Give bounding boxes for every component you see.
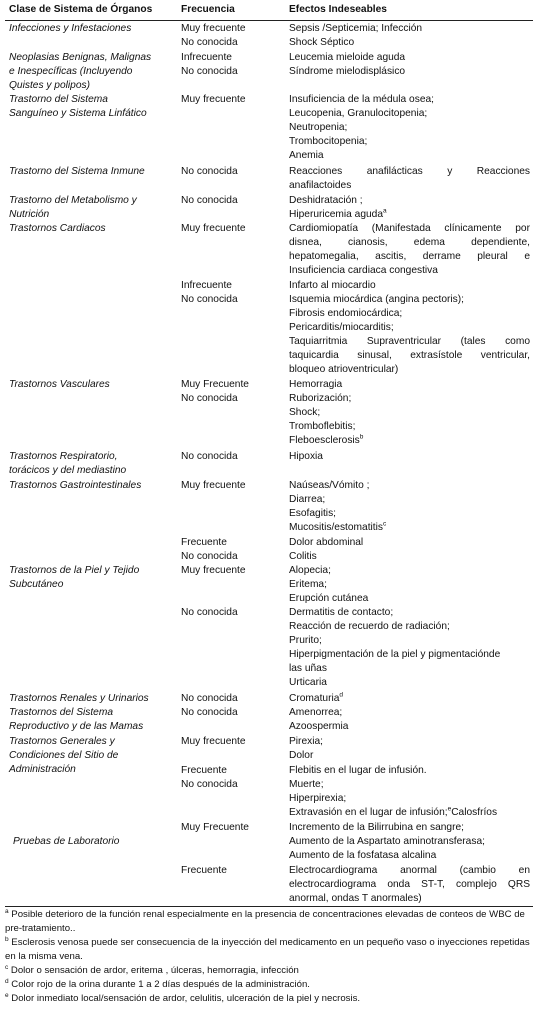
adverse-effect: Trombocitopenia; — [289, 136, 368, 147]
adverse-effect: Insuficiencia de la médula osea; — [289, 94, 434, 105]
adverse-effect: Tromboflebitis; — [289, 421, 356, 432]
adverse-effect: hepatomegalia, ascitis, derrame pleural e — [289, 251, 530, 262]
adverse-effect: Cromaturia$^d$ — [289, 691, 344, 704]
organ-class: Trastornos de la Piel y Tejido — [9, 565, 140, 576]
organ-class: Trastorno del Sistema Inmune — [9, 166, 145, 177]
adverse-effect: Dolor abdominal — [289, 537, 364, 548]
footnote-a: $^a$ Posible deterioro de la función renal especialmente en la presencia de concentraciones elevadas de conteos de WBC de pre-tratamiento.. — [5, 907, 525, 934]
adverse-effect: Flebitis en el lugar de infusión. — [289, 765, 427, 776]
organ-class: Trastorno del Metabolismo y — [9, 195, 137, 206]
frequency: Muy frecuente — [181, 223, 246, 234]
frequency: Muy frecuente — [181, 23, 246, 34]
adverse-effect: anormal, ondas T anormales) — [289, 893, 422, 904]
header-adverse-effects: Efectos Indeseables — [289, 4, 387, 15]
frequency: Muy Frecuente — [181, 822, 249, 833]
adverse-effect: Esofagitis; — [289, 508, 336, 519]
footnote-e: $^e$ Dolor inmediato local/sensación de ardor, celulitis, ulceración de la piel y necrosis. — [5, 991, 361, 1004]
frequency: No conocida — [181, 294, 238, 305]
frequency: Muy frecuente — [181, 94, 246, 105]
frequency: No conocida — [181, 779, 238, 790]
adverse-effect: Cardiomiopatía (Manifestada clínicamente por — [289, 223, 530, 234]
frequency: No conocida — [181, 693, 238, 704]
organ-class: Subcutáneo — [9, 579, 64, 590]
adverse-effect: Alopecia; — [289, 565, 331, 576]
frequency: Infrecuente — [181, 280, 232, 291]
footnote-b: $^b$ Esclerosis venosa puede ser consecuencia de la inyección del medicamento en un pequeño vaso o inyecciones repetidas en la misma vena. — [5, 935, 530, 962]
adverse-effect: taquicardia sinusal, extrasístole ventricular, — [289, 350, 530, 361]
adverse-effect: Erupción cutánea — [289, 593, 369, 604]
frequency: No conocida — [181, 66, 238, 77]
adverse-effect: Taquiarritmia Supraventricular (tales como — [289, 336, 530, 347]
adverse-effect: Hiperpirexia; — [289, 793, 347, 804]
adverse-effect: Dermatitis de contacto; — [289, 607, 394, 618]
organ-class: Trastornos Vasculares — [9, 379, 110, 390]
adverse-effect: Colitis — [289, 551, 317, 562]
organ-class: Condiciones del Sitio de — [9, 750, 119, 761]
adverse-effect: Isquemia miocárdica (angina pectoris); — [289, 294, 464, 305]
organ-class: Trastornos Cardiacos — [9, 223, 106, 234]
adverse-effect: Urticaria — [289, 677, 327, 688]
adverse-effect: Leucopenia, Granulocitopenia; — [289, 108, 428, 119]
organ-class: Trastorno del Sistema — [9, 94, 108, 105]
adverse-effect: anafilactoides — [289, 180, 352, 191]
organ-class: Administración — [9, 764, 76, 775]
adverse-effect: Leucemia mieloide aguda — [289, 52, 406, 63]
organ-class: Sanguíneo y Sistema Linfático — [9, 108, 147, 119]
adverse-effect: Reacciones anafilácticas y Reacciones — [289, 166, 530, 177]
frequency: Frecuente — [181, 537, 227, 548]
frequency: No conocida — [181, 451, 238, 462]
adverse-effect: Shock Séptico — [289, 37, 355, 48]
organ-class: Trastornos Generales y — [9, 736, 115, 747]
adverse-effect: Neutropenia; — [289, 122, 348, 133]
frequency: Frecuente — [181, 765, 227, 776]
adverse-effect: disnea, cianosis, edema dependiente, — [289, 237, 530, 248]
adverse-effect: Anemia — [289, 150, 324, 161]
adverse-effect: Fibrosis endomiocárdica; — [289, 308, 403, 319]
adverse-effect: Incremento de la Bilirrubina en sangre; — [289, 822, 464, 833]
adverse-effect: Síndrome mielodisplásico — [289, 66, 406, 77]
adverse-effect: Hemorragia — [289, 379, 343, 390]
adverse-effect: Naúseas/Vómito ; — [289, 480, 370, 491]
adverse-effect: Ruborización; — [289, 393, 352, 404]
adverse-effect: las uñas — [289, 663, 327, 674]
footnote-d: $^d$ Color rojo de la orina durante 1 a 2 días después de la administración. — [5, 977, 310, 990]
adverse-effect: Mucositis/estomatitis$^c$ — [289, 520, 387, 533]
header-divider — [5, 20, 533, 21]
organ-class: Trastornos Gastrointestinales — [9, 480, 142, 491]
frequency: No conocida — [181, 166, 238, 177]
adverse-effect: bloqueo atrioventricular) — [289, 364, 399, 375]
adverse-effect: Aumento de la Aspartato aminotransferasa; — [289, 836, 485, 847]
frequency: No conocida — [181, 551, 238, 562]
adverse-effect: Muerte; — [289, 779, 324, 790]
organ-class: Nutrición — [9, 209, 50, 220]
adverse-effect: Diarrea; — [289, 494, 326, 505]
organ-class: Quistes y polipos) — [9, 80, 90, 91]
frequency: No conocida — [181, 195, 238, 206]
adverse-effect: Extravasión en el lugar de infusión;$^e$Calosfríos — [289, 805, 498, 818]
adverse-effect: Hiperpigmentación de la piel y pigmentaciónde — [289, 649, 501, 660]
adverse-effect: Electrocardiograma anormal (cambio en — [289, 865, 530, 876]
adverse-effect: Azoospermia — [289, 721, 349, 732]
table-bottom-rule — [5, 906, 533, 907]
frequency: Frecuente — [181, 865, 227, 876]
organ-class: torácicos y del mediastino — [9, 465, 127, 476]
footnote-ref: c — [382, 520, 387, 528]
frequency: Infrecuente — [181, 52, 232, 63]
adverse-effect: Infarto al miocardio — [289, 280, 376, 291]
footnote-ref: a — [383, 207, 387, 215]
adverse-effect: Shock; — [289, 407, 321, 418]
adverse-effect: Hipoxia — [289, 451, 323, 462]
adverse-effect: Prurito; — [289, 635, 322, 646]
frequency: No conocida — [181, 393, 238, 404]
adverse-effect: Pirexia; — [289, 736, 323, 747]
organ-class: Neoplasias Benignas, Malignas — [9, 52, 152, 63]
adverse-effect: electrocardiograma onda ST-T, complejo QRS — [289, 879, 530, 890]
adverse-effect: Reacción de recuerdo de radiación; — [289, 621, 450, 632]
adverse-effect: Fleboesclerosis$^b$ — [289, 433, 364, 446]
frequency: Muy Frecuente — [181, 379, 249, 390]
adverse-effect: Amenorrea; — [289, 707, 343, 718]
adverse-effect: Dolor — [289, 750, 314, 761]
footnote-ref: d — [339, 691, 344, 699]
adverse-effect: Insuficiencia cardiaca congestiva — [289, 265, 438, 276]
adverse-effect: Hiperuricemia aguda$^a$ — [289, 207, 387, 220]
header-organ-class: Clase de Sistema de Órganos — [9, 4, 153, 15]
organ-class: Infecciones y Infestaciones — [9, 23, 132, 34]
frequency: Muy frecuente — [181, 736, 246, 747]
frequency: Muy frecuente — [181, 565, 246, 576]
frequency: Muy frecuente — [181, 480, 246, 491]
organ-class: Trastornos Renales y Urinarios — [9, 693, 149, 704]
organ-class: Reproductivo y de las Mamas — [9, 721, 144, 732]
adverse-effect: Deshidratación ; — [289, 195, 363, 206]
adverse-effect: Pericarditis/miocarditis; — [289, 322, 394, 333]
organ-class: Trastornos Respiratorio, — [9, 451, 118, 462]
adverse-effect: Eritema; — [289, 579, 327, 590]
organ-class: Trastornos del Sistema — [9, 707, 113, 718]
frequency: No conocida — [181, 707, 238, 718]
frequency: No conocida — [181, 37, 238, 48]
header-frequency: Frecuencia — [181, 4, 235, 15]
footnote-ref: b — [359, 433, 364, 441]
adverse-effect: Aumento de la fosfatasa alcalina — [289, 850, 437, 861]
organ-class: e Inespecíficas (Incluyendo — [9, 66, 133, 77]
footnote-c: $^c$ Dolor o sensación de ardor, eritema , úlceras, hemorragia, infección — [5, 963, 299, 976]
adverse-effect: Sepsis /Septicemia; Infección — [289, 23, 423, 34]
frequency: No conocida — [181, 607, 238, 618]
footnote-ref: e — [447, 805, 452, 813]
organ-class: Pruebas de Laboratorio — [13, 836, 120, 847]
